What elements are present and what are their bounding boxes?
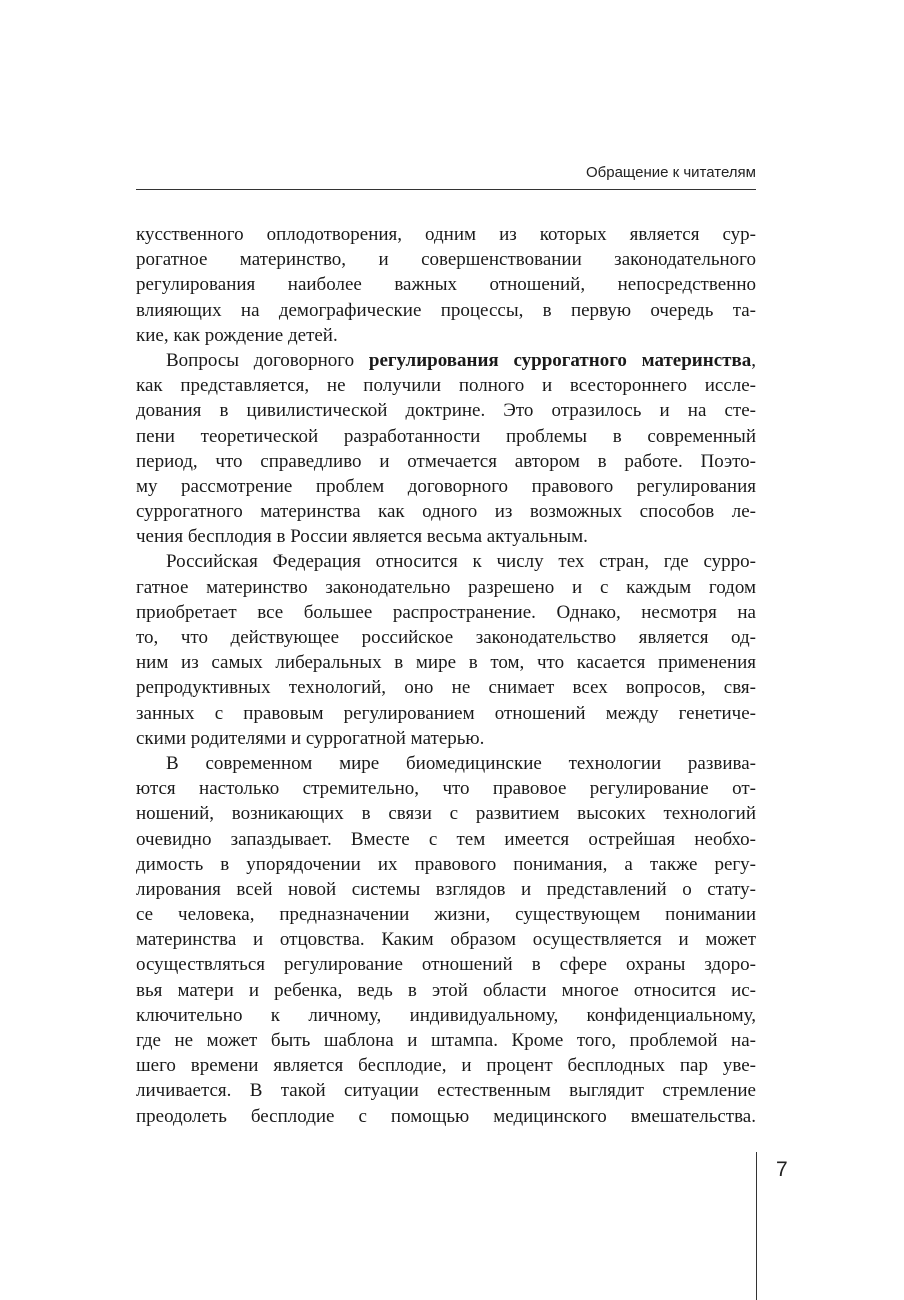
text-line: ключительно к личному, индивидуальному, конфиденциальному, bbox=[136, 1004, 756, 1026]
text-line: очевидно запаздывает. Вместе с тем имеется острейшая необхо- bbox=[136, 828, 756, 850]
text-line: кие, как рождение детей. bbox=[136, 324, 338, 346]
text-line: вья матери и ребенка, ведь в этой области многое относится ис- bbox=[136, 979, 756, 1001]
text-line: шего времени является бесплодие, и процент бесплодных пар уве- bbox=[136, 1055, 756, 1077]
text-span: , bbox=[751, 349, 756, 371]
text-line: му рассмотрение проблем договорного правового регулирования bbox=[136, 475, 756, 497]
text-line: пени теоретической разработанности проблемы в современный bbox=[136, 425, 756, 447]
text-line: занных с правовым регулированием отношений между генетиче- bbox=[136, 702, 756, 724]
body-text bbox=[136, 222, 756, 1129]
page-number-rule bbox=[756, 1152, 757, 1300]
text-line: гатное материнство законодательно разрешено и с каждым годом bbox=[136, 576, 756, 598]
text-line: рогатное материнство, и совершенствовании законодательного bbox=[136, 249, 756, 271]
text-line: приобретает все большее распространение. Однако, несмотря на bbox=[136, 601, 756, 623]
text-line: чения бесплодия в России является весьма актуальным. bbox=[136, 526, 588, 548]
text-line: где не может быть шаблона и штампа. Кроме того, проблемой на- bbox=[136, 1030, 756, 1051]
text-line: репродуктивных технологий, оно не снимает всех вопросов, свя- bbox=[136, 677, 756, 699]
text-line: влияющих на демографические процессы, в первую очередь та- bbox=[136, 299, 756, 321]
bold-phrase: регулирования суррогатного материнства bbox=[368, 349, 752, 371]
text-line bbox=[136, 348, 756, 373]
text-line: димость в упорядочении их правового понимания, а также регу- bbox=[136, 853, 756, 875]
text-line: преодолеть бесплодие с помощью медицинского вмешательства. bbox=[136, 1105, 756, 1127]
text-line: В современном мире биомедицинские технологии развива- bbox=[166, 752, 756, 774]
text-line: лирования всей новой системы взглядов и представлений о стату- bbox=[136, 878, 756, 900]
text-line: ются настолько стремительно, что правовое регулирование от- bbox=[136, 778, 756, 800]
text-line: период, что справедливо и отмечается автором в работе. Поэто- bbox=[136, 450, 756, 472]
text-line: кусственного оплодотворения, одним из которых является сур- bbox=[136, 224, 756, 245]
text-line: суррогатного материнства как одного из возможных способов ле- bbox=[136, 501, 756, 523]
text-line: осуществляться регулирование отношений в сфере охраны здоро- bbox=[136, 954, 756, 976]
header-rule bbox=[136, 189, 756, 190]
text-line: личивается. В такой ситуации естественным выглядит стремление bbox=[136, 1080, 756, 1102]
text-line: Российская Федерация относится к числу тех стран, где сурро- bbox=[166, 551, 756, 573]
page-number: 7 bbox=[776, 1158, 788, 1181]
text-line: ношений, возникающих в связи с развитием высоких технологий bbox=[136, 803, 756, 825]
text-span: Вопросы договорного bbox=[166, 349, 369, 371]
text-line: ним из самых либеральных в мире в том, что касается применения bbox=[136, 652, 756, 674]
text-line: скими родителями и суррогатной матерью. bbox=[136, 727, 485, 749]
text-line: се человека, предназначении жизни, существующем понимании bbox=[136, 904, 756, 926]
text-line: дования в цивилистической доктрине. Это отразилось и на сте- bbox=[136, 400, 756, 422]
text-line: как представляется, не получили полного и всестороннего иссле- bbox=[136, 375, 756, 397]
text-line: регулирования наиболее важных отношений, непосредственно bbox=[136, 274, 756, 296]
text-line: то, что действующее российское законодательство является од- bbox=[136, 627, 756, 648]
text-line: материнства и отцовства. Каким образом осуществляется и может bbox=[136, 929, 756, 951]
running-head: Обращение к читателям bbox=[585, 164, 756, 181]
